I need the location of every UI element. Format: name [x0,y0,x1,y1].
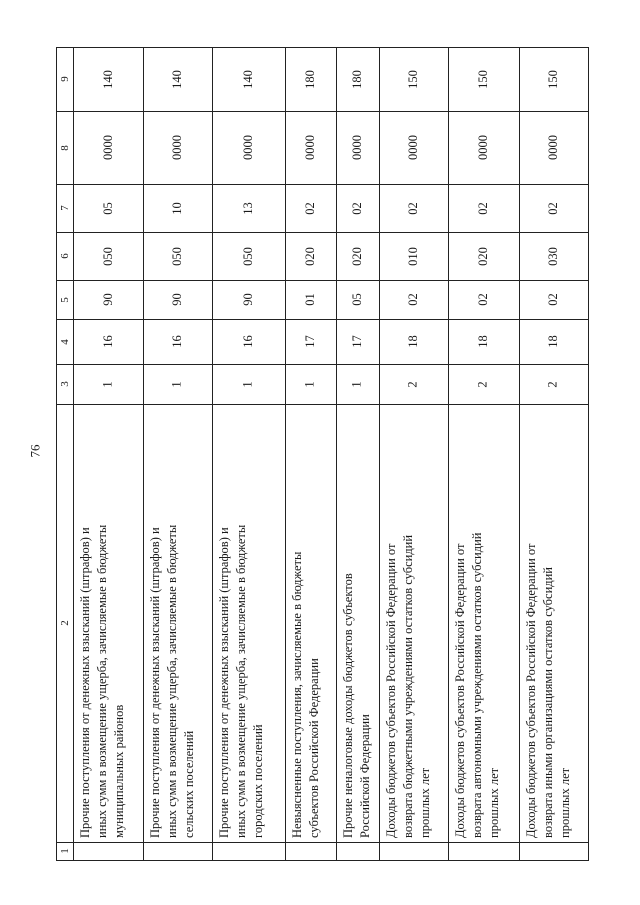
code-col4-text: 16 [241,335,255,348]
column-number [56,184,73,232]
code-col5-text: 01 [303,293,317,306]
code-col3-text: 1 [241,380,255,388]
column-number-text: 3 [58,381,71,387]
code-col4-text: 18 [476,335,490,348]
code-col9-text: 140 [170,69,184,89]
row-description [285,404,336,842]
row-divider [588,47,589,861]
column-number-text: 6 [58,253,71,259]
code-col8-text: 0000 [241,135,255,160]
code-col4-text: 16 [170,335,184,348]
row-description-text: Доходы бюджетов субъектов Российской Федерации от возврата автономными учреждениями остатков субсидий прошлых лет [453,532,501,838]
column-number-text: 7 [58,205,71,211]
code-col4-text: 18 [406,335,420,348]
row-description-text: Прочие поступления от денежных взысканий (штрафов) и иных сумм в возмещение ущерба, зачисляемые в бюджеты сельских поселений [148,524,196,838]
row-description [143,404,212,842]
column-number [56,232,73,280]
code-col5 [143,280,212,319]
code-col4 [379,319,448,364]
row-description-text: Невыясненные поступления, зачисляемые в бюджеты субъектов Российской Федерации [290,551,321,838]
code-col4 [73,319,143,364]
code-col4 [143,319,212,364]
code-col8-text: 0000 [476,135,490,160]
column-number [56,364,73,404]
code-col7 [143,184,212,232]
code-col4 [448,319,519,364]
code-col8 [336,111,379,184]
code-col3-text: 1 [100,380,115,388]
code-col6-text: 010 [406,246,420,266]
code-col7-text: 02 [476,201,490,215]
row-description [336,404,379,842]
code-col4-text: 18 [546,335,560,348]
code-col6-text: 030 [546,246,560,266]
code-col5-text: 02 [546,293,560,306]
code-col7 [212,184,285,232]
code-col7 [519,184,588,232]
row-description [212,404,285,842]
code-col7 [336,184,379,232]
code-col5 [519,280,588,319]
code-col8-text: 0000 [406,135,420,160]
code-col9 [519,47,588,111]
code-col4 [519,319,588,364]
code-col8-text: 0000 [546,135,560,160]
column-number [56,111,73,184]
code-col9-text: 140 [241,69,255,89]
code-col7-text: 05 [100,201,115,215]
code-col5-text: 90 [241,293,255,306]
code-col4 [285,319,336,364]
code-col5 [285,280,336,319]
code-col5 [73,280,143,319]
code-col9-text: 180 [303,69,317,89]
code-col8-text: 0000 [303,135,317,160]
row-description [379,404,448,842]
code-col9-text: 150 [406,69,420,89]
column-number [56,47,73,111]
code-col9 [143,47,212,111]
column-number-text: 4 [58,338,71,345]
code-col4-text: 16 [100,335,115,348]
code-col5-text: 02 [406,293,420,306]
column-number [56,319,73,364]
code-col6-text: 050 [170,246,184,266]
column-number-text: 9 [58,76,71,82]
code-col6-text: 050 [241,246,255,266]
code-col8-text: 0000 [170,135,184,160]
code-col7 [448,184,519,232]
code-col7 [379,184,448,232]
row-description [519,404,588,842]
code-col3-text: 1 [350,380,364,388]
column-number-text: 2 [58,620,71,626]
code-col8-text: 0000 [100,135,115,160]
code-col5 [379,280,448,319]
code-col3-text: 2 [546,380,560,388]
code-col7-text: 02 [546,201,560,215]
code-col4 [212,319,285,364]
row-description [73,404,143,842]
code-col5-text: 05 [350,293,364,306]
code-col5-text: 02 [476,293,490,306]
code-col6 [519,232,588,280]
code-col4-text: 17 [303,335,317,348]
code-col6-text: 020 [476,246,490,266]
column-number [56,404,73,842]
column-divider [56,860,589,861]
row-description-text: Доходы бюджетов субъектов Российской Федерации от возврата иными организациями остатков субсидий прошлых лет [524,543,572,838]
code-col4-text: 17 [350,335,364,348]
code-col9-text: 140 [100,69,115,89]
code-col8 [143,111,212,184]
code-col7 [285,184,336,232]
code-col9 [285,47,336,111]
code-col7-text: 02 [350,201,364,215]
code-col6 [212,232,285,280]
code-col6 [448,232,519,280]
code-col9 [73,47,143,111]
row-description-text: Прочие неналоговые доходы бюджетов субъектов Российской Федерации [341,573,372,838]
code-col9-text: 150 [546,69,560,89]
code-col6-text: 050 [100,246,115,266]
code-col9 [448,47,519,111]
code-col6-text: 020 [303,246,317,266]
code-col3 [73,364,143,404]
code-col9 [379,47,448,111]
column-number-text: 5 [58,296,71,303]
code-col3-text: 2 [476,380,490,388]
code-col7 [73,184,143,232]
code-col6 [285,232,336,280]
code-col8 [448,111,519,184]
code-col6 [143,232,212,280]
row-description-text: Прочие поступления от денежных взысканий (штрафов) и иных сумм в возмещение ущерба, зачисляемые в бюджеты муниципальных районов [78,524,126,838]
column-number-text: 1 [58,848,71,854]
row-description [448,404,519,842]
page-number-text: 76 [27,444,42,458]
code-col8-text: 0000 [350,135,364,160]
row-description-text: Доходы бюджетов субъектов Российской Федерации от возврата бюджетными учреждениями остатков субсидий прошлых лет [384,534,432,838]
code-col3 [519,364,588,404]
code-col6 [336,232,379,280]
code-col5 [448,280,519,319]
code-col9-text: 180 [350,69,364,89]
code-col8 [285,111,336,184]
code-col7-text: 10 [170,201,184,215]
code-col6 [379,232,448,280]
code-col5-text: 90 [100,293,115,306]
row-description-text: Прочие поступления от денежных взысканий (штрафов) и иных сумм в возмещение ущерба, зачисляемые в бюджеты городских поселений [217,524,265,838]
code-col7-text: 02 [303,201,317,215]
code-col3 [285,364,336,404]
code-col3 [379,364,448,404]
code-col6 [73,232,143,280]
code-col3 [336,364,379,404]
code-col3-text: 1 [303,380,317,388]
code-col9 [212,47,285,111]
code-col8 [379,111,448,184]
code-col3 [448,364,519,404]
code-col7-text: 13 [241,201,255,215]
code-col6-text: 020 [350,246,364,266]
code-col3 [212,364,285,404]
code-col7-text: 02 [406,201,420,215]
column-number [56,842,73,860]
code-col9 [336,47,379,111]
column-number-text: 8 [58,144,71,151]
code-col5 [336,280,379,319]
code-col4 [336,319,379,364]
code-col5-text: 90 [170,293,184,306]
column-divider [56,842,589,843]
code-col8 [73,111,143,184]
code-col8 [212,111,285,184]
code-col5 [212,280,285,319]
code-col8 [519,111,588,184]
code-col3-text: 1 [170,380,184,388]
code-col3-text: 2 [406,380,420,388]
column-number [56,280,73,319]
code-col3 [143,364,212,404]
code-col9-text: 150 [476,69,490,89]
